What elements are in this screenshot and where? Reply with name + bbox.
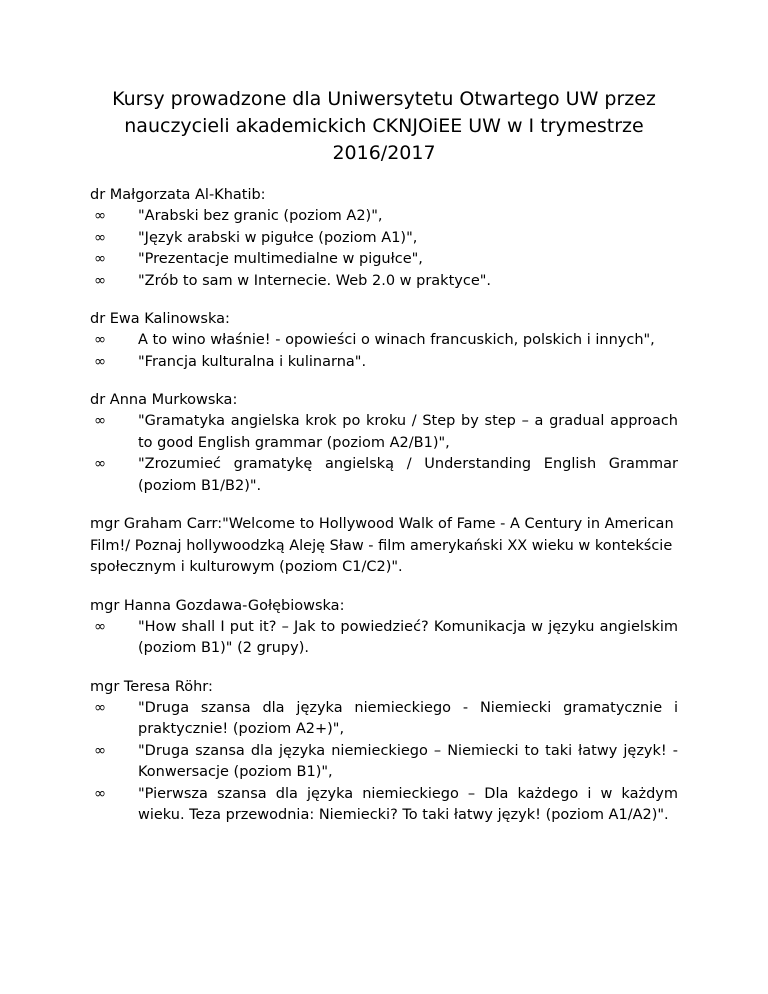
- course-title: "Język arabski w pigułce (poziom A1)",: [138, 229, 418, 246]
- course-title: "Zrób to sam w Internecie. Web 2.0 w praktyce".: [138, 272, 492, 289]
- bullet-icon: ∞: [94, 251, 107, 267]
- course-list: [90, 617, 678, 660]
- course-description: :"Welcome to Hollywood Walk of Fame - A Century in American Film!/ Poznaj hollywoodzką Aleję Sław - film amerykański XX wieku w kontekście społecznym i kulturowym (poziom C1/C2)".: [90, 516, 674, 575]
- course-item: [90, 454, 678, 497]
- course-title: A to wino właśnie! - opowieści o winach francuskich, polskich i innych",: [138, 332, 655, 348]
- instructor-name: mgr Hanna Gozdawa-Gołębiowska:: [90, 597, 345, 614]
- course-item: [90, 249, 678, 271]
- section-heading: [90, 677, 678, 698]
- bullet-icon: ∞: [94, 229, 107, 246]
- course-list: [90, 330, 678, 373]
- bullet-icon: ∞: [94, 618, 107, 635]
- course-list: [90, 698, 678, 827]
- bullet-icon: ∞: [94, 413, 107, 429]
- heading-colon: :: [208, 678, 213, 695]
- course-item: [90, 617, 678, 660]
- course-item: [90, 330, 678, 352]
- instructor-name: mgr Teresa Röhr: [90, 678, 209, 695]
- instructor-name: mgr Graham Carr: [90, 516, 218, 532]
- bullet-icon: ∞: [94, 353, 107, 370]
- section-al-khatib: [90, 185, 678, 292]
- section-kalinowska: [90, 309, 678, 373]
- course-list: [90, 411, 678, 497]
- course-item: [90, 411, 678, 454]
- course-title: "Francja kulturalna i kulinarna".: [138, 353, 367, 370]
- course-title: "Zrozumieć gramatykę angielską / Understanding English Grammar (poziom B1/B2)".: [138, 456, 678, 494]
- section-heading: [90, 309, 678, 330]
- instructor-name: dr Małgorzata Al-Khatib:: [90, 187, 266, 203]
- heading-colon: :: [232, 392, 238, 408]
- course-title: "Druga szansa dla języka niemieckiego – Niemiecki to taki łatwy język! - Konwersacje (poziom B1)",: [138, 742, 678, 780]
- bullet-icon: ∞: [94, 456, 107, 472]
- course-title: "Prezentacje multimedialne w pigułce",: [138, 251, 423, 267]
- document-title: [90, 86, 678, 167]
- course-item: [90, 741, 678, 784]
- title-line-3: 2016/2017: [332, 142, 436, 164]
- section-murkowska: [90, 390, 678, 497]
- course-item: [90, 784, 678, 827]
- course-title: "Arabski bez granic (poziom A2)",: [138, 208, 383, 224]
- course-title: "How shall I put it? – Jak to powiedzieć? Komunikacja w języku angielskim (poziom B1)" (2 grupy).: [138, 618, 678, 656]
- bullet-icon: ∞: [94, 699, 107, 716]
- section-paragraph: [90, 514, 678, 579]
- title-line-2: nauczycieli akademickich CKNJOiEE UW w I trymestrze: [124, 115, 644, 137]
- section-carr: [90, 514, 678, 579]
- course-title: "Pierwsza szansa dla języka niemieckiego – Dla każdego i w każdym wieku. Teza przewodnia: Niemiecki? To taki łatwy język! (poziom A1/A2)".: [138, 785, 678, 823]
- bullet-icon: ∞: [94, 272, 107, 289]
- course-title: "Druga szansa dla języka niemieckiego - Niemiecki gramatycznie i praktycznie! (poziom A2+)",: [138, 699, 678, 737]
- course-item: [90, 206, 678, 228]
- heading-colon: :: [225, 311, 230, 327]
- bullet-icon: ∞: [94, 785, 107, 802]
- instructor-name: dr Ewa Kalinowska: [90, 311, 225, 327]
- bullet-icon: ∞: [94, 742, 107, 759]
- bullet-icon: ∞: [94, 332, 107, 348]
- section-heading: [90, 390, 678, 411]
- section-heading: [90, 596, 678, 617]
- title-line-1: Kursy prowadzone dla Uniwersytetu Otwartego UW przez: [112, 88, 656, 110]
- bullet-icon: ∞: [94, 208, 107, 224]
- section-heading: [90, 185, 678, 206]
- course-title: "Gramatyka angielska krok po kroku / Step by step – a gradual approach to good English grammar (poziom A2/B1)",: [138, 413, 678, 451]
- section-rohr: [90, 677, 678, 827]
- section-gozdawa-golebiowska: [90, 596, 678, 660]
- course-item: [90, 228, 678, 250]
- course-list: [90, 206, 678, 292]
- course-item: [90, 352, 678, 374]
- course-item: [90, 698, 678, 741]
- instructor-name: dr Anna Murkowska: [90, 392, 233, 408]
- course-item: [90, 271, 678, 293]
